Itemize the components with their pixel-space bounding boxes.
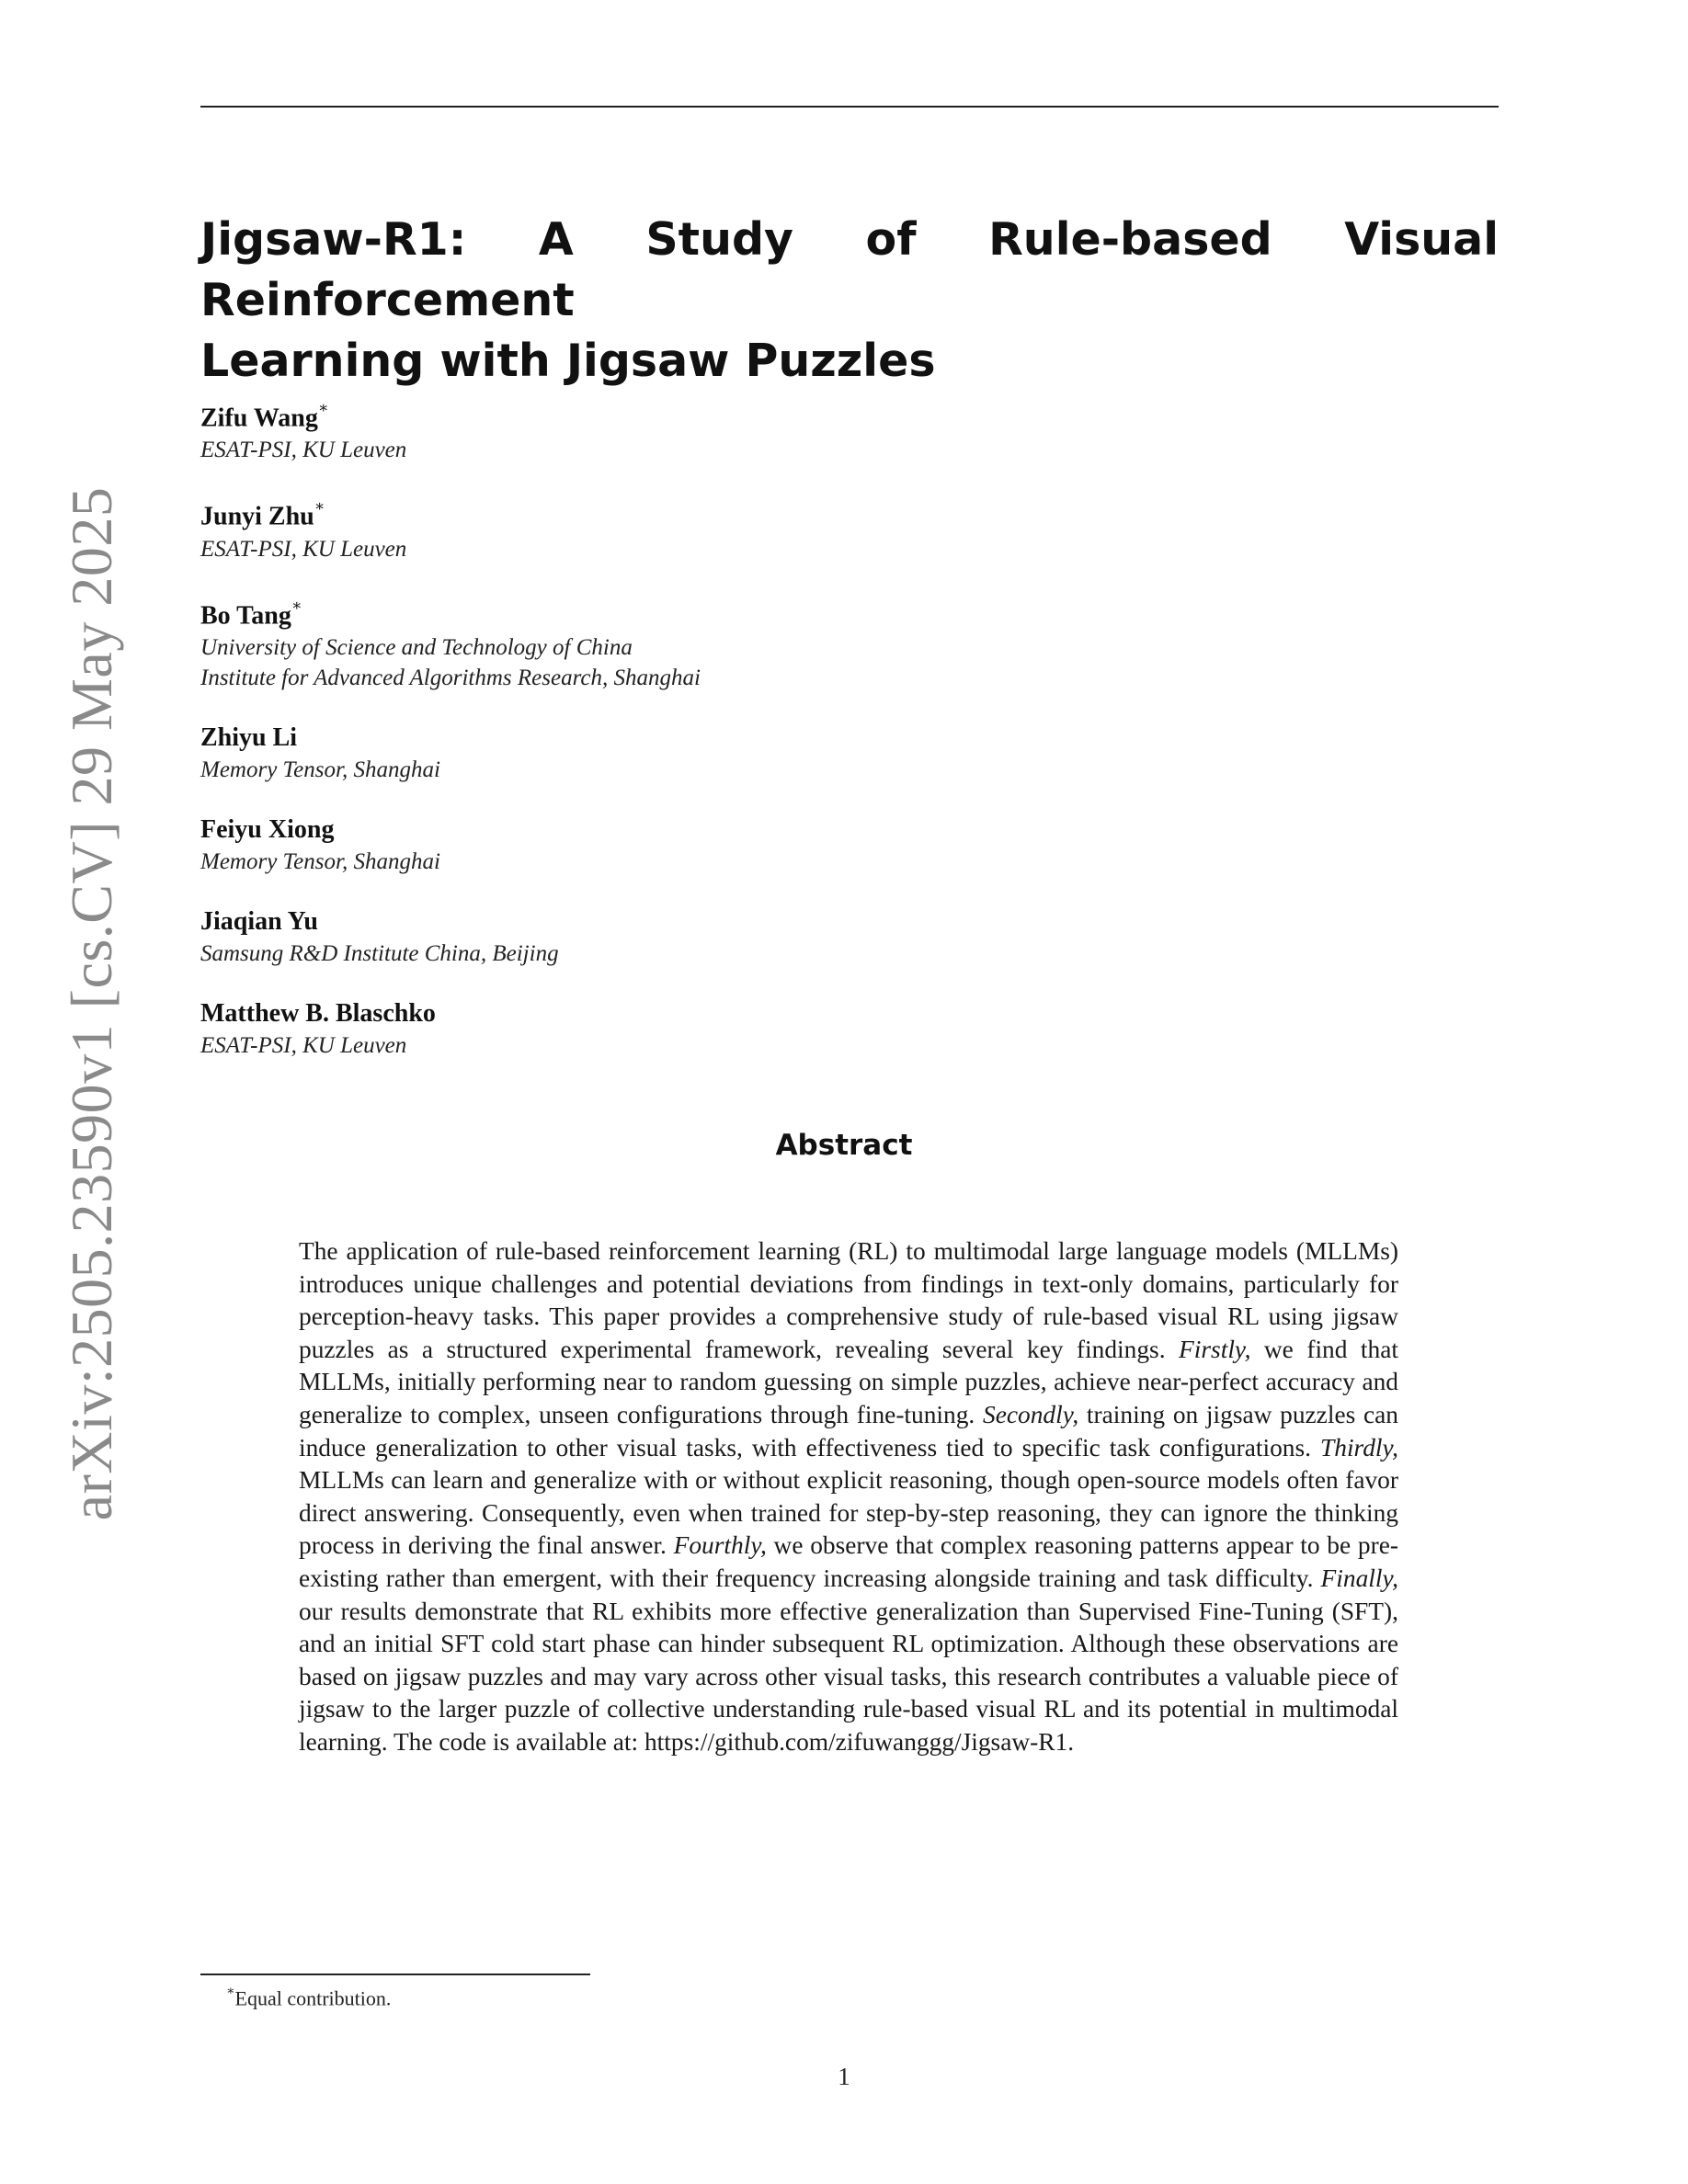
abstract-text: we observe that complex reasoning patterns appear to be pre-existing rather than emergent, with their frequency increasing alongside training and task difficulty. xyxy=(299,1531,1398,1592)
author-name-text: Bo Tang xyxy=(200,600,291,630)
abstract-text: our results demonstrate that RL exhibits more effective generalization than Supervised Fine-Tuning (SFT), and an initial SFT cold start phase can hinder subsequent RL optimization. Although these observations are based on jigsaw puzzles and may vary across other visual tasks, this research contributes a valuable piece of jigsaw to the larger puzzle of collective understanding rule-based visual RL and its potential in multimodal learning. The code is available at: https://github.com/zifuwanggg/Jigsaw-R1. xyxy=(299,1597,1398,1756)
arxiv-identifier: arXiv:2505.23590v1 [cs.CV] 29 May 2025 xyxy=(59,486,124,1521)
footnote-mark: ∗ xyxy=(226,1985,235,1998)
equal-contribution-mark: ∗ xyxy=(291,596,302,614)
abstract-emphasis: Finally, xyxy=(1320,1564,1398,1592)
author-block xyxy=(200,722,1120,785)
title-line-2: Learning with Jigsaw Puzzles xyxy=(200,335,936,387)
author-block xyxy=(200,905,1120,969)
footnote-rule xyxy=(200,1974,590,1975)
paper-title xyxy=(200,210,1499,392)
abstract-emphasis: Thirdly, xyxy=(1320,1433,1398,1462)
author-name-text: Junyi Zhu xyxy=(200,502,314,531)
author-name-text: Matthew B. Blaschko xyxy=(200,998,436,1028)
abstract-emphasis: Firstly, xyxy=(1179,1335,1251,1363)
author-affiliation: ESAT-PSI, KU Leuven xyxy=(200,536,407,562)
author-block xyxy=(200,813,1120,877)
author-name xyxy=(200,722,1120,755)
author-name-text: Zifu Wang xyxy=(200,404,318,433)
author-block xyxy=(200,494,1120,563)
author-name xyxy=(200,905,1120,938)
author-affiliation: Samsung R&D Institute China, Beijing xyxy=(200,940,559,966)
abstract-heading: Abstract xyxy=(775,1129,913,1162)
equal-contribution-mark: ∗ xyxy=(317,399,329,416)
author-affiliation: ESAT-PSI, KU Leuven xyxy=(200,1032,407,1058)
author-name-text: Jiaqian Yu xyxy=(200,906,318,936)
abstract-text: we find that MLLMs, initially performing near to random guessing on simple puzzles, achieve near-perfect accuracy and generalize to complex, unseen configurations through fine-tuning. xyxy=(299,1335,1398,1428)
author-affiliation: University of Science and Technology of China xyxy=(200,634,633,660)
abstract-text: MLLMs can learn and generalize with or without explicit reasoning, though open-source models often favor direct answering. Consequently, even when trained for step-by-step reasoning, they can ignore the thinking process in deriving the final answer. xyxy=(299,1466,1398,1560)
abstract-emphasis: Secondly, xyxy=(983,1400,1079,1428)
author-block xyxy=(200,395,1120,465)
author-name xyxy=(200,494,1120,533)
author-affiliation: Memory Tensor, Shanghai xyxy=(200,848,440,874)
footnote xyxy=(226,1982,391,2011)
author-name xyxy=(200,997,1120,1030)
abstract-text: training on jigsaw puzzles can induce generalization to other visual tasks, with effectiveness tied to specific task configurations. xyxy=(299,1400,1398,1462)
title-line-1: Jigsaw-R1: A Study of Rule-based Visual Reinforcement xyxy=(200,213,1499,326)
author-affiliation: Institute for Advanced Algorithms Research, Shanghai xyxy=(200,665,701,690)
author-block xyxy=(200,593,1120,693)
abstract-text: The application of rule-based reinforcement learning (RL) to multimodal large language models (MLLMs) introduces unique challenges and potential deviations from findings in text-only domains, particularly for perception-heavy tasks. This paper provides a comprehensive study of rule-based visual RL using jigsaw puzzles as a structured experimental framework, revealing several key findings. xyxy=(299,1237,1398,1363)
equal-contribution-mark: ∗ xyxy=(314,497,325,516)
footnote-text: Equal contribution. xyxy=(234,1986,392,2010)
author-affiliation: ESAT-PSI, KU Leuven xyxy=(200,438,407,463)
author-name xyxy=(200,395,1120,435)
author-list xyxy=(200,395,1120,1089)
page-number: 1 xyxy=(838,2063,850,2090)
top-rule xyxy=(200,106,1499,108)
author-name xyxy=(200,593,1120,632)
abstract-body xyxy=(299,1235,1398,1759)
author-name-text: Feiyu Xiong xyxy=(200,814,335,844)
author-affiliation: Memory Tensor, Shanghai xyxy=(200,756,440,782)
author-block xyxy=(200,997,1120,1061)
abstract-emphasis: Fourthly, xyxy=(673,1531,767,1560)
author-name xyxy=(200,813,1120,847)
author-name-text: Zhiyu Li xyxy=(200,722,298,752)
